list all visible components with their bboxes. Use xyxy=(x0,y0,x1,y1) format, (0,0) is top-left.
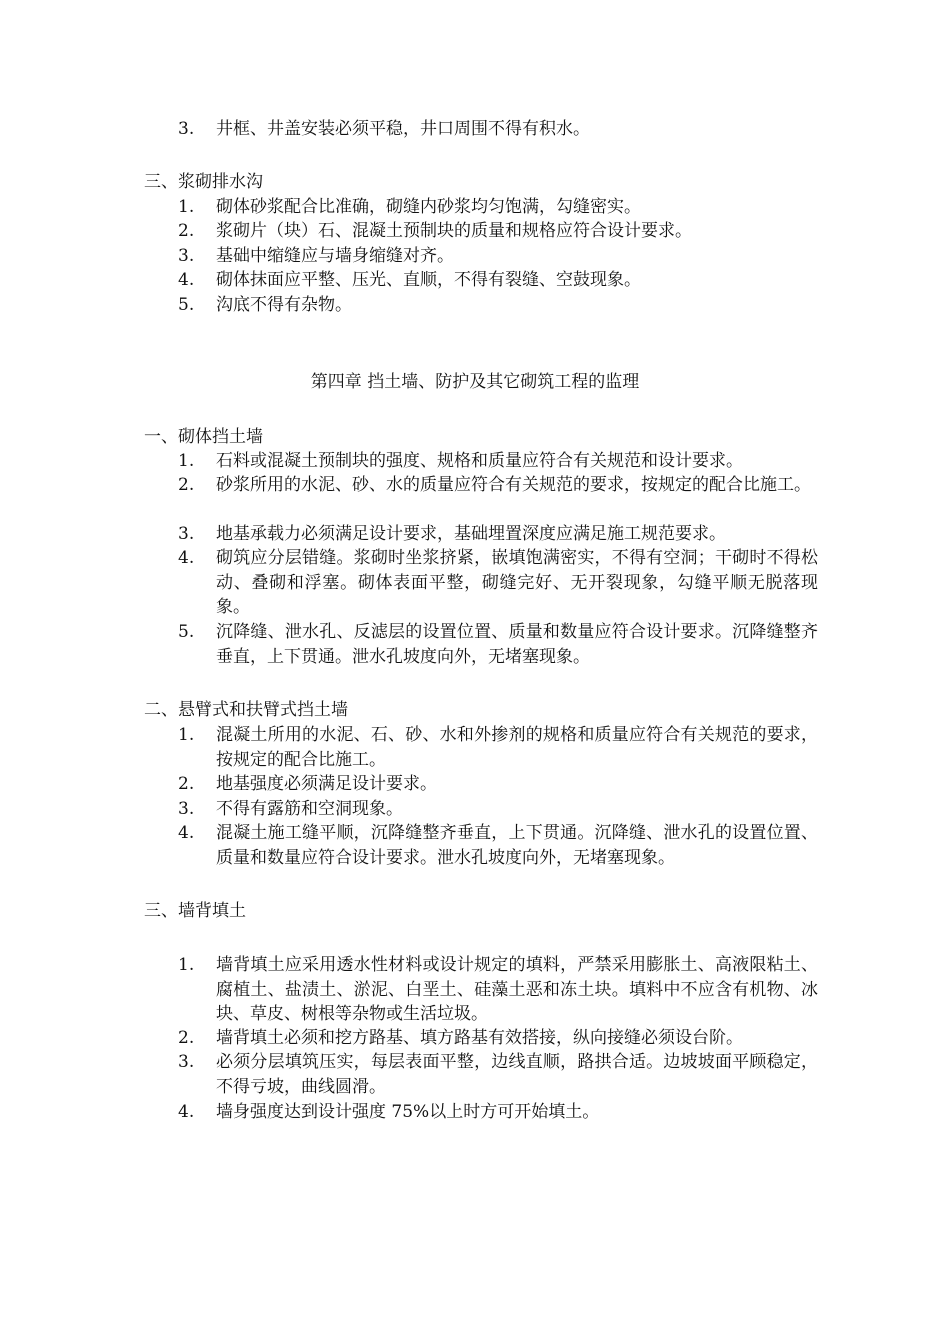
item-number: 2. xyxy=(178,1028,195,1048)
list-item xyxy=(178,117,818,142)
item-text: 沉降缝、泄水孔、反滤层的设置位置、质量和数量应符合设计要求。沉降缝整齐垂直，上下贯通。泄水孔坡度向外，无堵塞现象。 xyxy=(216,622,818,667)
item-text: 砂浆所用的水泥、砂、水的质量应符合有关规范的要求，按规定的配合比施工。 xyxy=(216,475,811,495)
item-number: 4. xyxy=(178,823,195,843)
list-item xyxy=(178,449,818,474)
list-item xyxy=(178,772,818,797)
section-heading: 二、悬臂式和扶臂式挡土墙 xyxy=(144,700,348,720)
list-item xyxy=(178,522,818,547)
item-text: 必须分层填筑压实，每层表面平整，边线直顺，路拱合适。边坡坡面平顾稳定，不得亏坡，曲线圆滑。 xyxy=(216,1052,818,1097)
list-item xyxy=(178,1100,818,1125)
list-item xyxy=(178,723,818,772)
list-item xyxy=(178,268,818,293)
item-text: 不得有露筋和空洞现象。 xyxy=(216,799,403,819)
item-number: 3. xyxy=(178,799,195,819)
list-item xyxy=(178,620,818,669)
item-text: 石料或混凝土预制块的强度、规格和质量应符合有关规范和设计要求。 xyxy=(216,451,743,471)
item-text: 墙身强度达到设计强度 75%以上时方可开始填土。 xyxy=(216,1102,600,1122)
chapter-title: 第四章 挡土墙、防护及其它砌筑工程的监理 xyxy=(310,372,640,392)
list-item xyxy=(178,293,818,318)
item-number: 2. xyxy=(178,475,195,495)
section-heading: 一、砌体挡土墙 xyxy=(144,427,263,447)
list-item xyxy=(178,1026,818,1051)
item-text: 混凝土所用的水泥、石、砂、水和外掺剂的规格和质量应符合有关规范的要求，按规定的配合比施工。 xyxy=(216,725,818,770)
list-item xyxy=(178,797,818,822)
list-item xyxy=(178,821,818,870)
list-item xyxy=(178,953,818,1027)
list-item xyxy=(178,244,818,269)
list-item xyxy=(178,1050,818,1099)
item-number: 1. xyxy=(178,955,195,975)
item-text: 井框、井盖安装必须平稳，井口周围不得有积水。 xyxy=(216,119,590,139)
item-number: 4. xyxy=(178,270,195,290)
item-number: 3. xyxy=(178,119,195,139)
item-number: 4. xyxy=(178,1102,195,1122)
item-text: 砌体砂浆配合比准确，砌缝内砂浆均匀饱满，勾缝密实。 xyxy=(216,197,641,217)
item-text: 浆砌片（块）石、混凝土预制块的质量和规格应符合设计要求。 xyxy=(216,221,692,241)
item-number: 1. xyxy=(178,451,195,471)
item-text: 砌体抹面应平整、压光、直顺，不得有裂缝、空鼓现象。 xyxy=(216,270,641,290)
item-number: 5. xyxy=(178,295,195,315)
item-text: 基础中缩缝应与墙身缩缝对齐。 xyxy=(216,246,454,266)
item-text: 墙背填土必须和挖方路基、填方路基有效搭接，纵向接缝必须设台阶。 xyxy=(216,1028,743,1048)
item-number: 1. xyxy=(178,725,195,745)
item-number: 5. xyxy=(178,622,195,642)
item-number: 3. xyxy=(178,524,195,544)
item-number: 4. xyxy=(178,548,195,568)
item-number: 2. xyxy=(178,774,195,794)
section-heading: 三、墙背填土 xyxy=(144,901,246,921)
item-number: 3. xyxy=(178,1052,195,1072)
item-number: 2. xyxy=(178,221,195,241)
item-text: 混凝土施工缝平顺，沉降缝整齐垂直，上下贯通。沉降缝、泄水孔的设置位置、质量和数量应符合设计要求。泄水孔坡度向外，无堵塞现象。 xyxy=(216,823,818,868)
item-text: 墙背填土应采用透水性材料或设计规定的填料，严禁采用膨胀土、高液限粘土、腐植土、盐渍土、淤泥、白垩土、硅藻土恶和冻土块。填料中不应含有机物、冰块、草皮、树根等杂物或生活垃圾。 xyxy=(216,955,818,1024)
item-number: 1. xyxy=(178,197,195,217)
item-number: 3. xyxy=(178,246,195,266)
section-heading: 三、浆砌排水沟 xyxy=(144,172,263,192)
list-item xyxy=(178,219,818,244)
list-item xyxy=(178,546,818,620)
list-item xyxy=(178,195,818,220)
item-text: 地基承载力必须满足设计要求，基础埋置深度应满足施工规范要求。 xyxy=(216,524,726,544)
item-text: 砌筑应分层错缝。浆砌时坐浆挤紧，嵌填饱满密实，不得有空洞；干砌时不得松动、叠砌和浮塞。砌体表面平整，砌缝完好、无开裂现象，勾缝平顺无脱落现象。 xyxy=(216,548,818,617)
list-item xyxy=(178,473,818,498)
item-text: 沟底不得有杂物。 xyxy=(216,295,352,315)
item-text: 地基强度必须满足设计要求。 xyxy=(216,774,437,794)
